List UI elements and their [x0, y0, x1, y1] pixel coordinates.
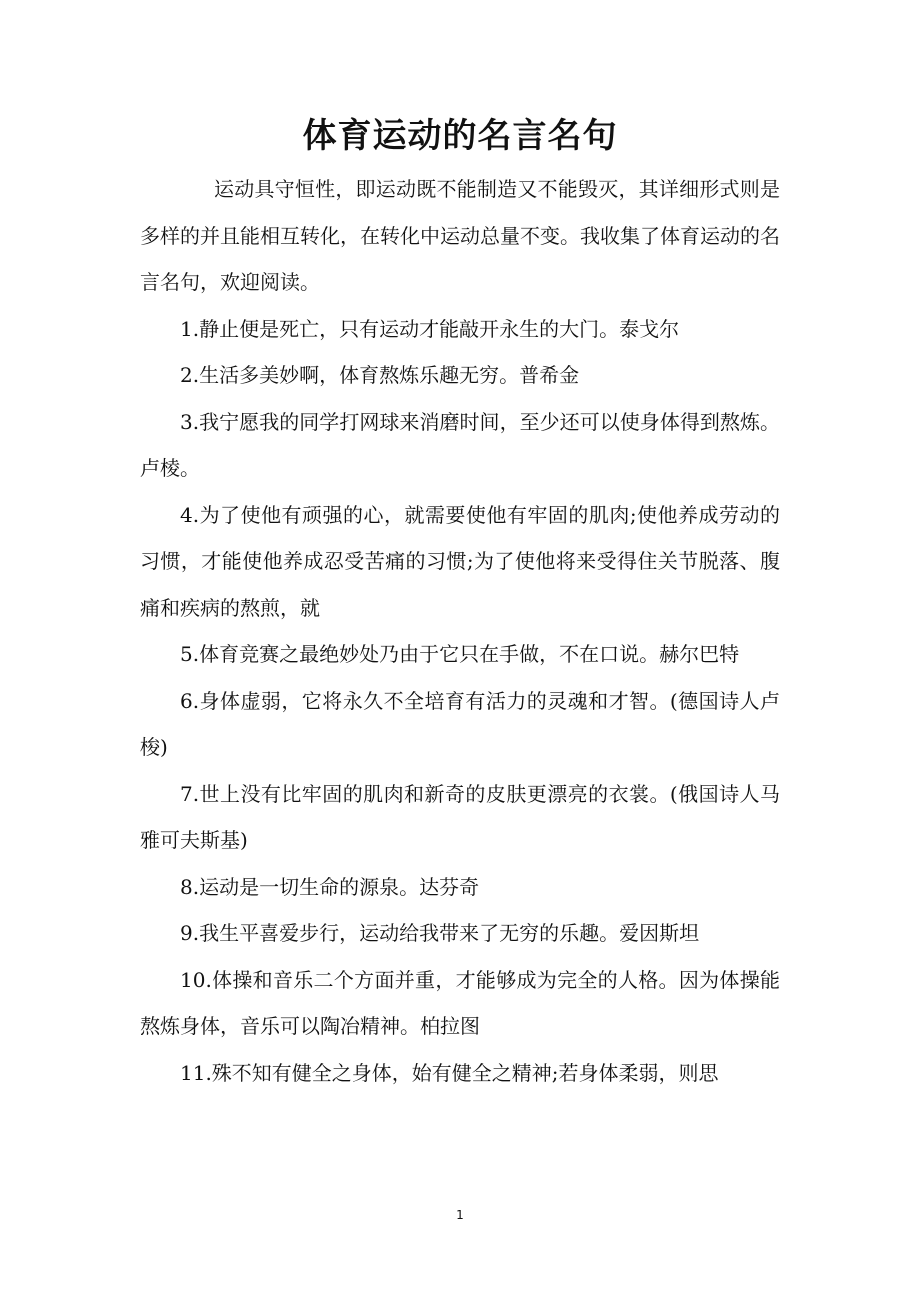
quote-paragraph: 2.生活多美妙啊，体育熬炼乐趣无穷。普希金 — [180, 363, 580, 387]
quote-paragraph: 6.身体虚弱，它将永久不全培育有活力的灵魂和才智。(德国诗人卢梭) — [140, 688, 780, 759]
document-title: 体育运动的名言名句 — [302, 116, 618, 156]
quote-paragraph: 11.殊不知有健全之身体，始有健全之精神;若身体柔弱，则思 — [180, 1060, 719, 1085]
intro-paragraph: 运动具守恒性，即运动既不能制造又不能毁灭，其详细形式则是多样的并且能相互转化，在转化中运动总量不变。我收集了体育运动的名言名句，欢迎阅读。 — [140, 177, 780, 294]
quote-paragraph: 5.体育竞赛之最绝妙处乃由于它只在手做，不在口说。赫尔巴特 — [180, 642, 740, 666]
quote-paragraph: 3.我宁愿我的同学打网球来消磨时间，至少还可以使身体得到熬炼。卢棱。 — [140, 409, 780, 480]
quote-paragraph: 4.为了使他有顽强的心，就需要使他有牢固的肌肉;使他养成劳动的习惯，才能使他养成忍受苦痛的习惯;为了使他将来受得住关节脱落、腹痛和疾病的熬煎，就 — [140, 502, 780, 620]
page-number: 1 — [456, 1208, 464, 1222]
quote-paragraph: 9.我生平喜爱步行，运动给我带来了无穷的乐趣。爱因斯坦 — [180, 921, 700, 945]
document-body — [140, 166, 780, 1096]
quote-paragraph: 10.体操和音乐二个方面并重，才能够成为完全的人格。因为体操能熬炼身体，音乐可以陶冶精神。柏拉图 — [140, 967, 780, 1038]
quote-paragraph: 1.静止便是死亡，只有运动才能敲开永生的大门。泰戈尔 — [180, 316, 680, 341]
quote-paragraph: 8.运动是一切生命的源泉。达芬奇 — [180, 874, 480, 899]
quote-paragraph: 7.世上没有比牢固的肌肉和新奇的皮肤更漂亮的衣裳。(俄国诗人马雅可夫斯基) — [140, 781, 780, 852]
